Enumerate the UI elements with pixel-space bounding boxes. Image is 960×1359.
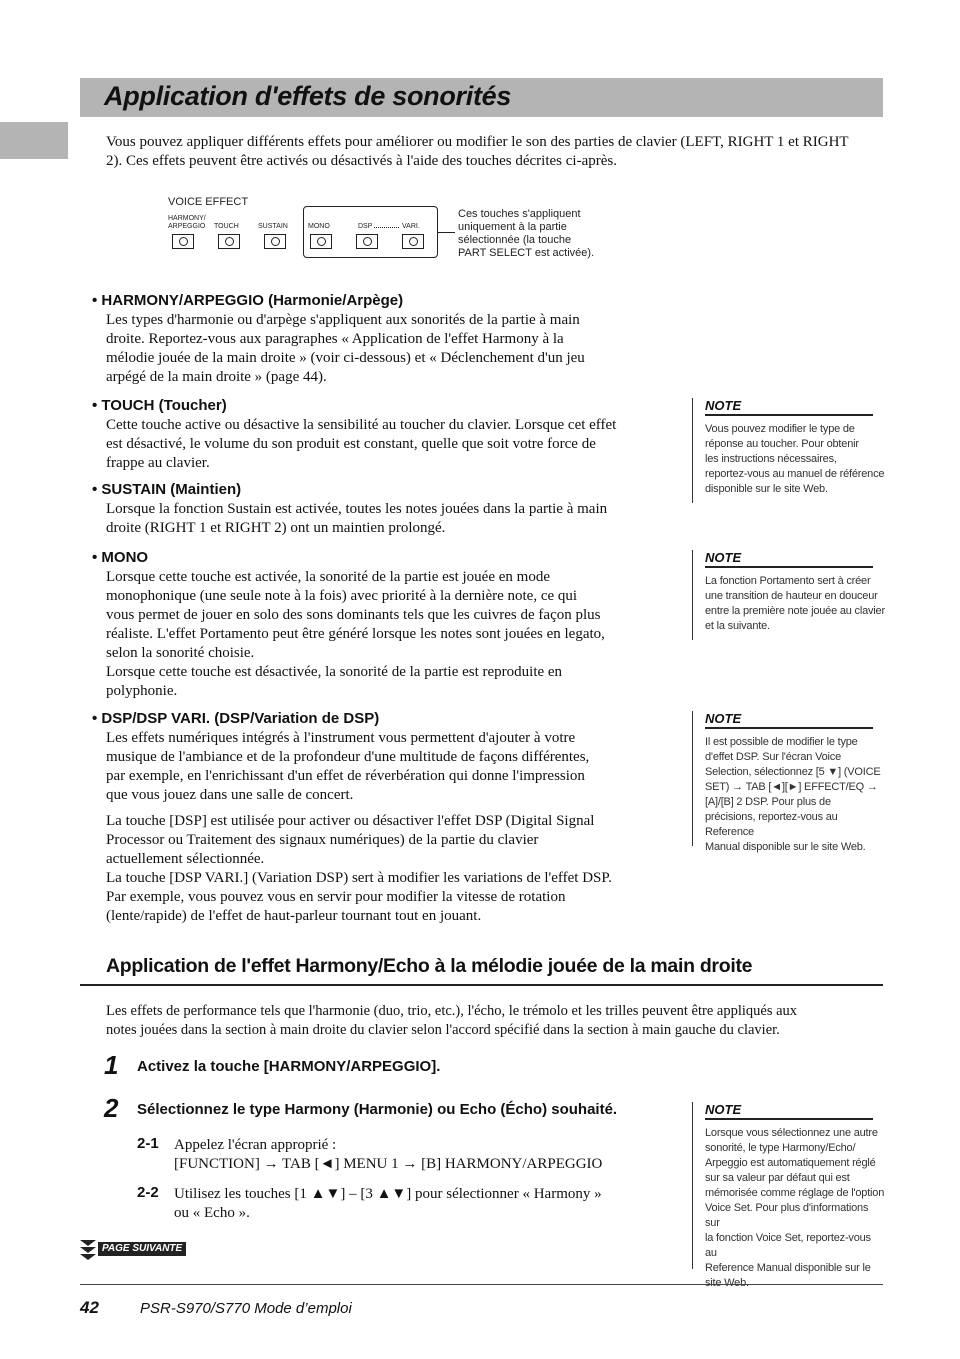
caption-line: Ces touches s'appliquent <box>458 208 581 220</box>
text-line: actuellement sélectionnée. <box>106 851 265 867</box>
label-sustain: SUSTAIN <box>258 223 288 230</box>
note-text <box>705 422 885 497</box>
text-line: Par exemple, vous pouvez vous en servir pour modifier la vitesse de rotation <box>106 889 566 905</box>
note-text <box>705 574 885 634</box>
text-line: Lorsque cette touche est activée, la sonorité de la partie est jouée en mode <box>106 569 550 585</box>
double-chevron-down-icon <box>80 1238 96 1260</box>
touch-button <box>218 234 240 249</box>
note-line: sonorité, le type Harmony/Echo/ <box>705 1142 856 1154</box>
dsp-vari-button <box>402 234 424 249</box>
step-text: Activez la touche [HARMONY/ARPEGGIO]. <box>137 1058 441 1075</box>
mono-button <box>310 234 332 249</box>
note-line: mémorisée comme réglage de l'option <box>705 1187 885 1199</box>
note-line: Vous pouvez modifier le type de <box>705 423 855 435</box>
note-line: une transition de hauteur en douceur <box>705 590 878 602</box>
caption-line: sélectionnée (la touche <box>458 234 572 246</box>
intro-paragraph: Vous pouvez appliquer différents effets pour améliorer ou modifier le son des parties de clavier (LEFT, RIGHT 1 et RIGHT 2). Ces effets peuvent être activés ou désactivés à l'aide des touches décrites ci-après. <box>106 134 849 169</box>
note-line: entre la première note jouée au clavier <box>705 605 885 617</box>
text-line: que vous jouez dans une salle de concert. <box>106 787 354 803</box>
item-heading-mono: • MONO <box>92 549 149 566</box>
text-line: notes jouées dans la section à main droite du clavier selon l'accord spécifié dans la section à main gauche du clavier. <box>106 1022 780 1038</box>
page-number: 42 <box>80 1298 99 1317</box>
next-page-label: PAGE SUIVANTE <box>98 1242 186 1256</box>
text-line: Processor ou Traitement des signaux numériques) de la partie du clavier <box>106 832 539 848</box>
item-body-dsp-2 <box>106 812 612 926</box>
note-line: Voice Set. Pour plus d'informations sur <box>705 1202 869 1229</box>
note-line: disponible sur le site Web. <box>705 483 828 495</box>
label-mono: MONO <box>308 223 330 230</box>
text-line: ou « Echo ». <box>174 1205 250 1221</box>
note-line: d'effet DSP. Sur l'écran Voice <box>705 751 841 763</box>
text-line: est désactivé, le volume du son produit est constant, quelle que soit votre force de <box>106 436 596 452</box>
dsp-dots <box>374 227 399 228</box>
section-heading: Application de l'effet Harmony/Echo à la mélodie jouée de la main droite <box>106 955 753 977</box>
note-line: Lorsque vous sélectionnez une autre <box>705 1127 878 1139</box>
text-line: [FUNCTION] → TAB [◄] MENU 1 → [B] HARMONY/ARPEGGIO <box>174 1156 603 1172</box>
text-line: (lente/rapide) de l'effet de haut-parleur tournant tout en jouant. <box>106 908 482 924</box>
text-line: mélodie jouée de la main droite » (voir ci-dessous) et « Déclenchement d'un jeu <box>106 350 585 366</box>
note-harmony <box>692 1102 885 1289</box>
note-label: NOTE <box>705 398 873 416</box>
text-line: polyphonie. <box>106 683 178 699</box>
note-line: site Web. <box>705 1277 749 1289</box>
note-label: NOTE <box>705 550 873 568</box>
sustain-button <box>264 234 286 249</box>
item-body-touch <box>106 416 616 473</box>
note-line: Manual disponible sur le site Web. <box>705 841 866 853</box>
text-line: musique de l'ambiance et de la profondeur d'une multitude de façons différentes, <box>106 749 590 765</box>
note-line: La fonction Portamento sert à créer <box>705 575 871 587</box>
note-label: NOTE <box>705 1102 873 1120</box>
caption-line: PART SELECT est activée). <box>458 247 595 259</box>
label-touch: TOUCH <box>214 223 239 230</box>
doc-title: PSR-S970/S770 Mode d’emploi <box>140 1300 352 1317</box>
substep-number: 2-1 <box>137 1135 159 1152</box>
item-heading-sustain: • SUSTAIN (Maintien) <box>92 481 242 498</box>
panel-frame <box>303 206 438 258</box>
step-text: Sélectionnez le type Harmony (Harmonie) ou Echo (Écho) souhaité. <box>137 1101 618 1118</box>
footer-rule <box>80 1284 883 1285</box>
text-line: droite. Reportez-vous aux paragraphes « Application de l'effet Harmony à la <box>106 331 564 347</box>
text-line: Les effets numériques intégrés à l'instrument vous permettent d'ajouter à votre <box>106 730 576 746</box>
text-line: droite (RIGHT 1 et RIGHT 2) ont un maintien prolongé. <box>106 520 446 536</box>
text-line: Les types d'harmonie ou d'arpège s'appliquent aux sonorités de la partie à main <box>106 312 580 328</box>
note-line: reportez-vous au manuel de référence <box>705 468 885 480</box>
note-text <box>705 1126 885 1291</box>
text-line: Les effets de performance tels que l'harmonie (duo, trio, etc.), l'écho, le trémolo et les trilles peuvent être appliqués aux <box>106 1003 798 1019</box>
note-line: les instructions nécessaires, <box>705 453 837 465</box>
item-body-mono <box>106 568 605 701</box>
callout-line <box>437 232 455 233</box>
label-harmony: HARMONY/ <box>168 215 206 222</box>
label-dsp: DSP <box>358 223 373 230</box>
note-text <box>705 735 885 855</box>
item-body-dsp <box>106 729 589 805</box>
item-body-harmony <box>106 311 585 387</box>
label-arpeggio: ARPEGGIO <box>168 223 206 230</box>
item-heading-harmony: • HARMONY/ARPEGGIO (Harmonie/Arpège) <box>92 292 404 309</box>
caption-line: uniquement à la partie <box>458 221 567 233</box>
page-title: Application d'effets de sonorités <box>104 81 512 111</box>
item-heading-touch: • TOUCH (Toucher) <box>92 397 227 414</box>
text-line: Utilisez les touches [1 ▲▼] – [3 ▲▼] pour sélectionner « Harmony » <box>174 1186 602 1202</box>
voice-effect-panel <box>166 196 626 266</box>
step-number: 1 <box>104 1050 119 1080</box>
item-body-sustain <box>106 500 607 538</box>
note-label: NOTE <box>705 711 873 729</box>
note-line: Selection, sélectionnez [5 ▼] (VOICE <box>705 766 881 778</box>
substep-text <box>174 1185 602 1223</box>
chapter-tab <box>0 122 68 159</box>
text-line: par exemple, en l'enrichissant d'un effet de réverbération qui donne l'impression <box>106 768 585 784</box>
text-line: frappe au clavier. <box>106 455 210 471</box>
note-line: SET) → TAB [◄][►] EFFECT/EQ → <box>705 781 878 793</box>
note-line: la fonction Voice Set, reportez-vous au <box>705 1232 871 1259</box>
label-vari: VARI. <box>402 223 420 230</box>
note-line: Arpeggio est automatiquement réglé <box>705 1157 876 1169</box>
note-line: Reference Manual disponible sur le <box>705 1262 871 1274</box>
note-line: [A]/[B] 2 DSP. Pour plus de <box>705 796 831 808</box>
section-intro <box>106 1002 797 1040</box>
note-line: précisions, reportez-vous au Reference <box>705 811 838 838</box>
text-line: La touche [DSP VARI.] (Variation DSP) sert à modifier les variations de l'effet DSP. <box>106 870 612 886</box>
text-line: Cette touche active ou désactive la sensibilité au toucher du clavier. Lorsque cet effet <box>106 417 617 433</box>
text-line: arpégé de la main droite » (page 44). <box>106 369 327 385</box>
harmony-arpeggio-button <box>172 234 194 249</box>
note-line: et la suivante. <box>705 620 770 632</box>
note-touch <box>692 398 885 503</box>
item-heading-dsp: • DSP/DSP VARI. (DSP/Variation de DSP) <box>92 710 380 727</box>
text-line: vous permet de jouer en solo des sons dominants tels que les cuivres de façon plus <box>106 607 601 623</box>
text-line: Lorsque la fonction Sustain est activée, toutes les notes jouées dans la partie à main <box>106 501 608 517</box>
step-number: 2 <box>104 1093 119 1123</box>
note-line: réponse au toucher. Pour obtenir <box>705 438 859 450</box>
note-dsp <box>692 711 885 853</box>
text-line: Lorsque cette touche est désactivée, la sonorité de la partie est reproduite en <box>106 664 563 680</box>
text-line: selon la sonorité choisie. <box>106 645 255 661</box>
note-line: Il est possible de modifier le type <box>705 736 858 748</box>
text-line: réaliste. L'effet Portamento peut être généré lorsque les notes sont jouées en legato, <box>106 626 605 642</box>
note-line: sur sa valeur par défaut qui est <box>705 1172 850 1184</box>
text-line: La touche [DSP] est utilisée pour activer ou désactiver l'effet DSP (Digital Signal <box>106 813 595 829</box>
next-page-link[interactable] <box>80 1238 200 1260</box>
substep-text <box>174 1136 602 1174</box>
dsp-button <box>356 234 378 249</box>
text-line: monophonique (une seule note à la fois) avec priorité à la dernière note, ce qui <box>106 588 578 604</box>
substep-number: 2-2 <box>137 1184 159 1201</box>
panel-caption <box>458 208 594 260</box>
panel-title: VOICE EFFECT <box>168 196 249 208</box>
note-mono <box>692 550 885 640</box>
text-line: Appelez l'écran approprié : <box>174 1137 337 1153</box>
section-rule <box>80 984 883 986</box>
